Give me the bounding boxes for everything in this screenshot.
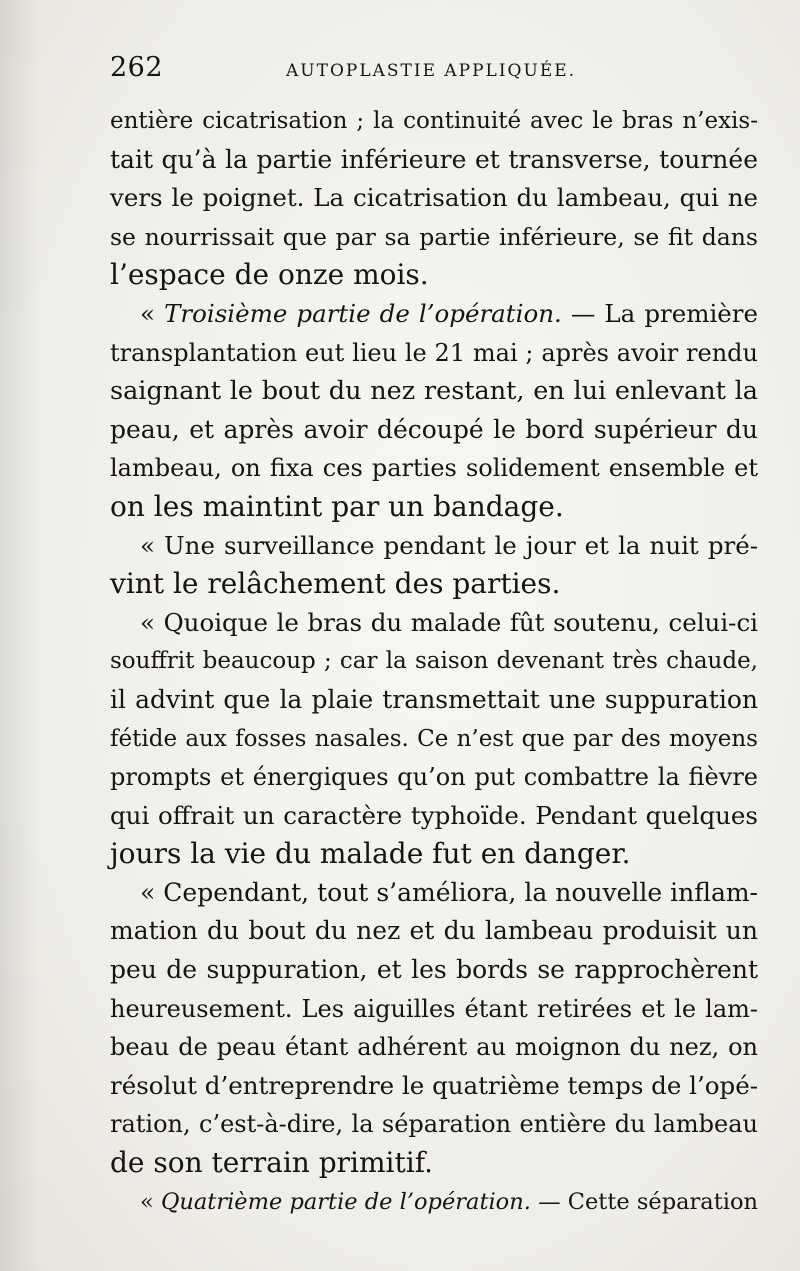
text-line: « Une surveillance pendant le jour et la nuit pré- [140,530,758,560]
text-line: de son terrain primitif. [110,1146,433,1180]
text-line: transplantation eut lieu le 21 mai ; après avoir rendu [110,338,758,367]
text-line: jours la vie du malade fut en danger. [110,837,631,871]
text-line: on les maintint par un bandage. [110,489,564,523]
text-line: mation du bout du nez et du lambeau produisit un [110,916,758,946]
section-title-italic: Quatrième partie de l’opération. [160,1188,531,1215]
text-line: souffrit beaucoup ; car la saison devenant très chaude, [110,648,758,675]
text-line: lambeau, on fixa ces parties solidement ensemble et [110,454,758,483]
running-title: AUTOPLASTIE APPLIQUÉE. [286,61,577,81]
text-line: « Cependant, tout s’améliora, la nouvelle inflam- [140,877,758,907]
text-line: qui offrait un caractère typhoïde. Pendant quelques [110,800,758,830]
text-line: peu de suppuration, et les bords se rapprochèrent [110,955,758,985]
text-line: « Quoique le bras du malade fût soutenu, celui-ci [140,607,758,637]
text-line: tait qu’à la partie inférieure et transverse, tournée [110,144,758,174]
text-line: vers le poignet. La cicatrisation du lambeau, qui ne [110,183,758,213]
section-heading-rest: — La première [561,298,758,328]
text-line: peau, et après avoir découpé le bord supérieur du [110,414,758,444]
text-line: il advint que la plaie transmettait une suppuration [110,684,758,714]
text-line: heureusement. Les aiguilles étant retirées et le lam- [110,994,758,1023]
text-line: entière cicatrisation ; la continuité avec le bras n’exis- [110,108,758,134]
text-line: saignant le bout du nez restant, en lui enlevant la [110,376,758,407]
section-heading-line [110,295,758,334]
text-line: beau de peau étant adhérent au moignon du nez, on [110,1033,758,1062]
page-header [110,52,760,86]
text-line: fétide aux fosses nasales. Ce n’est que par des moyens [110,725,758,752]
section-heading-rest: — Cette séparation [530,1188,759,1215]
text-line: vint le relâchement des parties. [110,567,561,601]
section-title-italic: Troisième partie de l’opération. [164,298,562,328]
text-line: résolut d’entreprendre le quatrième temps de l’opé- [110,1070,758,1100]
page-number: 262 [110,52,164,83]
text-line: se nourrissait que par sa partie inférieure, se fit dans [110,222,758,251]
quote-mark: « [140,1188,161,1215]
text-line: prompts et énergiques qu’on put combattre la fièvre [110,763,758,792]
section-heading-line [110,1183,758,1222]
text-line: l’espace de onze mois. [110,258,429,292]
body-text [110,102,758,1221]
gutter-shadow [0,0,40,1271]
text-line: ration, c’est-à-dire, la séparation entière du lambeau [110,1110,758,1139]
quote-mark: « [140,298,165,328]
